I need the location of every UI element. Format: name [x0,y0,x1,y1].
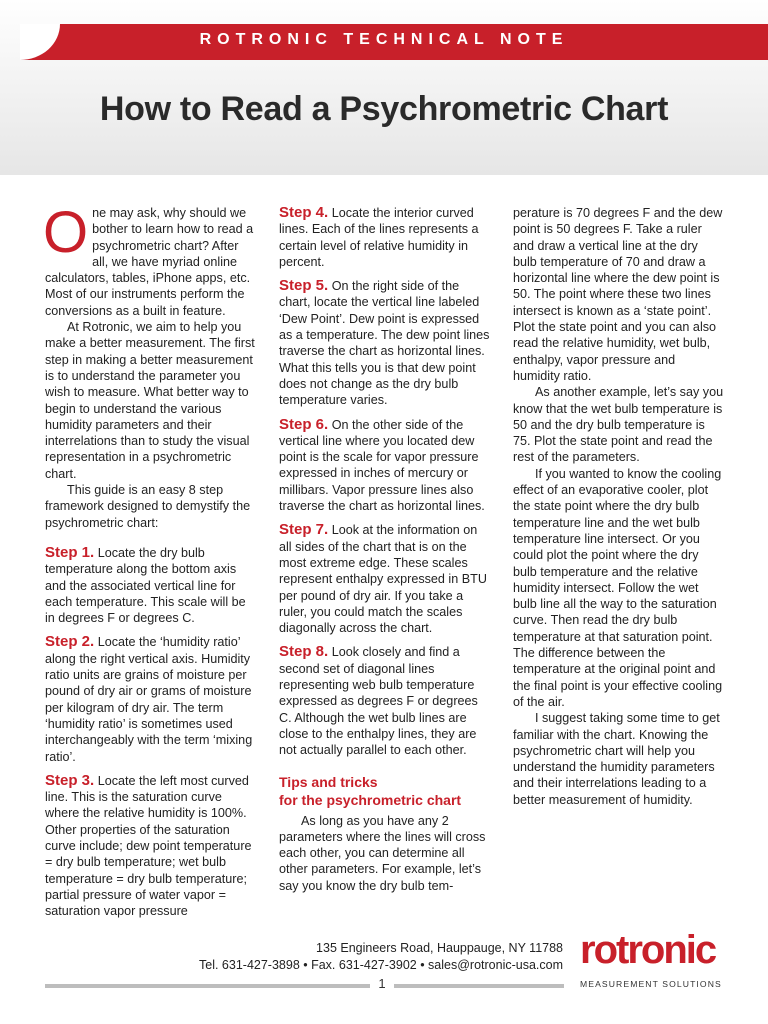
footer-address-line: 135 Engineers Road, Hauppauge, NY 11788 [316,941,563,955]
column-3 [513,205,725,808]
footer-rule-right [394,984,564,988]
footer-contact [195,940,563,974]
footer-rule-left [45,984,370,988]
paragraph: perature is 70 degrees F and the dew point is 50 degrees F. Take a ruler and draw a vertical line at the dry bulb temperature of 70 and draw a horizontal line where the dew point is 50. The point where these two lines intersect is known as a ‘state point’. Plot the state point and you can also read the relative humidity, wet bulb, enthalpy, vapor pressure and humidity ratio. [513,206,723,383]
step-1-label: Step 1. [45,543,95,561]
step-2 [45,634,257,764]
step-8 [279,644,491,758]
paragraph: As another example, let’s say you know that the wet bulb temperature is 50 and the dry bulb temperature is 75. Plot the state point and read the rest of the parameters. [513,385,724,465]
tips-heading-line-1: Tips and tricks [279,773,378,790]
step-2-label: Step 2. [45,633,95,651]
step-5-label: Step 5. [279,277,329,295]
tips-heading-line-2: for the psychrometric chart [279,791,462,808]
step-4 [279,205,491,270]
footer-phone-line: Tel. 631-427-3898 • Fax. 631-427-3902 • sales@rotronic-usa.com [199,958,563,972]
paragraph: If you wanted to know the cooling effect of an evaporative cooler, plot the state point where the dry bulb temperature line and the wet bulb temperature line intersect. Or you could plot the point where the dry bulb temperature and the relative humidity intersect. Follow the wet bulb line all the way to the saturation curve. Then read the dry bulb temperature at that saturation point. The difference between the temperature at the original point and the final point is your effective cooling of the air. [513,466,723,709]
tips-heading [279,773,491,809]
tips-paragraph: As long as you have any 2 parameters where the lines will cross each other, you can determine all other parameters. For example, let’s say you know the dry bulb tem- [279,813,486,893]
step-8-text: Look closely and find a second set of diagonal lines representing web bulb temperature expressed as degrees F or degrees C. Although the wet bulb lines are close to the enthalpy lines, they are not actually parallel to each other. [279,645,478,758]
column-1 [43,200,257,919]
paragraph: At Rotronic, we aim to help you make a better measurement. The first step in making a better measurement is to understand the parameter you wish to measure. What better way to begin to understand the various humidity parameters and their interrelations than to study the visual representation in a psychrometric chart. [45,320,255,481]
step-8-label: Step 8. [279,643,329,661]
step-3-label: Step 3. [45,771,95,789]
logo-tagline: MEASUREMENT SOLUTIONS [580,979,722,989]
rotronic-logo: rotronic [580,928,716,972]
banner-label: ROTRONIC TECHNICAL NOTE [199,31,569,48]
step-1-text: Locate the dry bulb temperature along the bottom axis and the associated vertical line for each temperature. This scale will be in degrees F or degrees C. [45,545,246,626]
drop-cap: O [43,200,89,265]
column-2 [279,205,491,894]
page-title: How to Read a Psychrometric Chart [99,90,669,128]
paragraph: I suggest taking some time to get familiar with the chart. Knowing the psychrometric chart will help you understand the humidity parameters and their interrelations leading to a better measurement of humidity. [513,711,720,807]
step-1 [45,545,257,626]
step-7-text: Look at the information on all sides of the chart that is on the most extreme edge. These scales represent enthalpy expressed in BTU per pound of dry air. If you take a ruler, you could match the scales diagonally across the chart. [279,523,487,636]
step-7-label: Step 7. [279,521,329,539]
step-2-text: Locate the ‘humidity ratio’ along the right vertical axis. Humidity ratio units are grains of moisture per pound of dry air or grams of moisture per kilogram of dry air. The term ‘humidity ratio’ is sometimes used interchangeably with the term ‘mixing ratio’. [45,635,253,764]
step-4-label: Step 4. [279,204,329,221]
header-banner [0,0,768,175]
step-5-text: On the right side of the chart, locate the vertical line labeled ‘Dew Point’. Dew point is expressed as a temperature. The dew point lines traverse the chart as horizontal lines. What this tells you is that dew point does not change as the dry bulb temperature varies. [279,279,490,408]
step-3-text: Locate the left most curved line. This is the saturation curve where the relative humidity is 100%. Other properties of the saturation curve include; dew point temperature = dry bulb temperature; wet bulb temperature = dry bulb temperature; partial pressure of water vapor = saturation vapor pressure [45,773,252,919]
intro-text: ne may ask, why should we bother to learn how to read a psychrometric chart? After all, we have myriad online calculators, tables, iPhone apps, etc. Most of our instruments perform the conversions as a built in feature. [45,206,254,318]
step-6-label: Step 6. [279,415,329,433]
intro-paragraph [43,200,257,319]
step-6-text: On the other side of the vertical line where you located dew point is the scale for vapor pressure expressed in inches of mercury or millibars. Vapor pressure lines also traverse the chart as horizontal lines. [279,417,485,514]
paragraph: This guide is an easy 8 step framework designed to demystify the psychrometric chart: [45,483,251,530]
page-number: 1 [378,976,386,991]
step-6 [279,417,491,515]
step-4-text: Locate the interior curved lines. Each of the lines represents a certain level of relative humidity in percent. [279,206,479,269]
step-7 [279,522,491,636]
step-5 [279,278,491,408]
step-3 [45,773,257,920]
